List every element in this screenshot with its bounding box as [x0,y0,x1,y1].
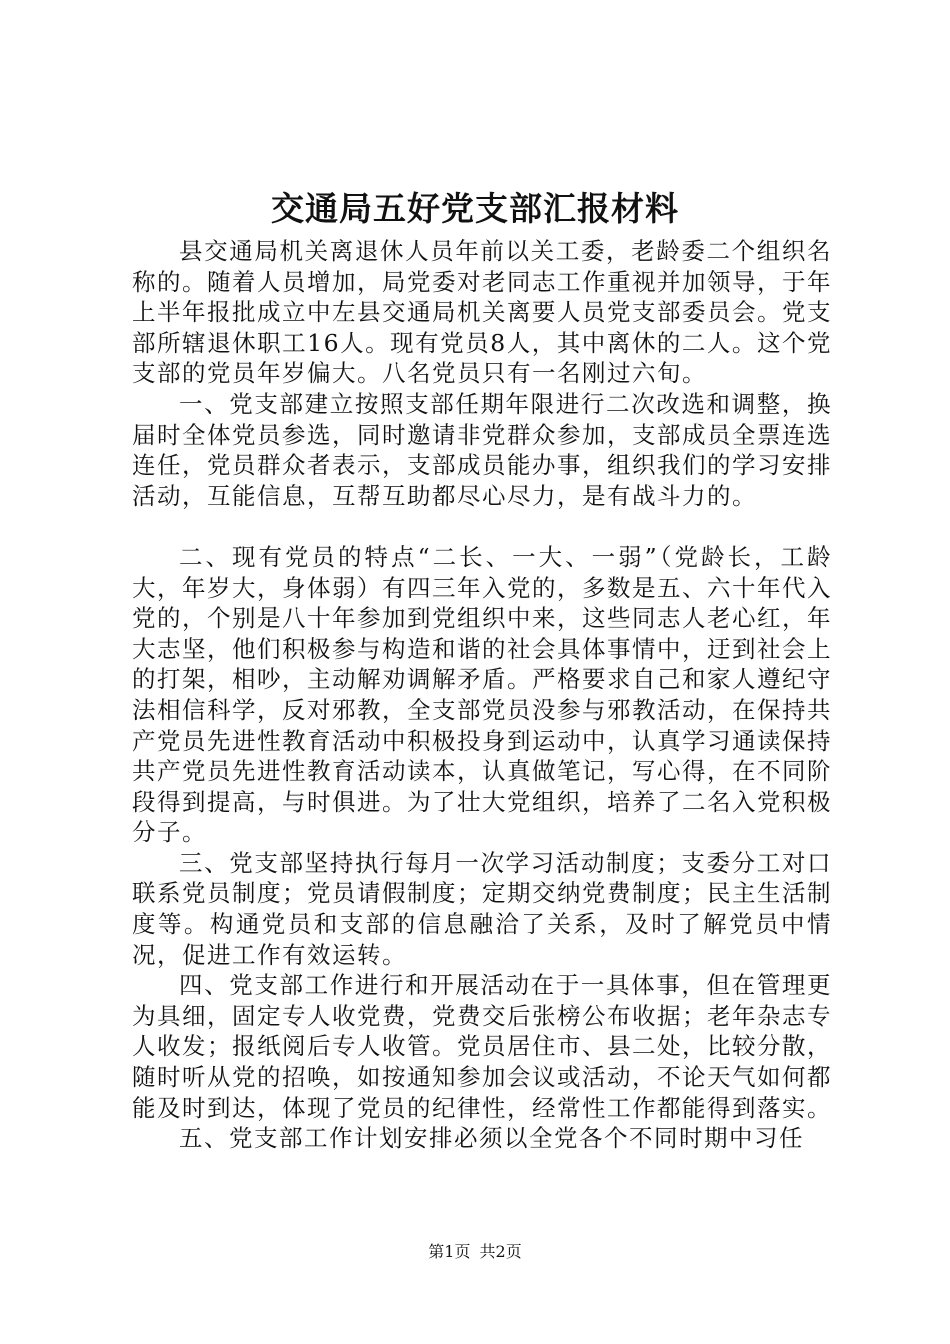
paragraph-section-5: 五、党支部工作计划安排必须以全党各个不同时期中习任 [179,1124,804,1153]
paragraph-intro: 县交通局机关离退休人员年前以关工委，老龄委二个组织名称的。随着人员增加，局党委对老同志工作重视并加领导，于年上半年报批成立中左县交通局机关离要人员党支部委员会。党支部所辖退休职工16人。现有党员8人，其中离休的二人。这个党支部的党员年岁偏大。八名党员只有一名刚过六旬。 [132,237,832,388]
page-total: 共2页 [479,1242,522,1261]
page-footer [0,1240,950,1264]
paragraph-section-4: 四、党支部工作进行和开展活动在于一具体事，但在管理更为具细，固定专人收党费，党费交后张榜公布收据；老年杂志专人收发；报纸阅后专人收管。党员居住市、县二处，比较分散，随时听从党的招唤，如按通知参加会议或活动，不论天气如何都能及时到达，体现了党员的纪律性，经常性工作都能得到落实。 [132,971,832,1122]
paragraph-section-3: 三、党支部坚持执行每月一次学习活动制度；支委分工对口联系党员制度；党员请假制度；定期交纳党费制度；民主生活制度等。构通党员和支部的信息融洽了关系，及时了解党员中情况，促进工作有效运转。 [132,848,832,969]
paragraph-section-2: 二、现有党员的特点“二长、一大、一弱”（党龄长，工龄大，年岁大，身体弱）有四三年入党的，多数是五、六十年代入党的，个别是八十年参加到党组织中来，这些同志人老心红，年大志坚，他们积极参与构造和谐的社会具体事情中，迂到社会上的打架，相吵，主动解劝调解矛盾。严格要求自己和家人遵纪守法相信科学，反对邪教，全支部党员没参与邪教活动，在保持共产党员先进性教育活动中积极投身到运动中，认真学习通读保持共产党员先进性教育活动读本，认真做笔记，写心得，在不同阶段得到提高，与时俱进。为了壮大党组织，培养了二名入党积极分子。 [132,542,832,847]
page-number: 第1页 [428,1242,471,1261]
document-title: 交通局五好党支部汇报材料 [271,189,679,228]
document-body [132,236,832,1154]
paragraph-section-1: 一、党支部建立按照支部任期年限进行二次改选和调整，换届时全体党员参选，同时邀请非党群众参加，支部成员全票连选连任，党员群众者表示，支部成员能办事，组织我们的学习安排活动，互能信息，互帮互助都尽心尽力，是有战斗力的。 [132,389,832,510]
